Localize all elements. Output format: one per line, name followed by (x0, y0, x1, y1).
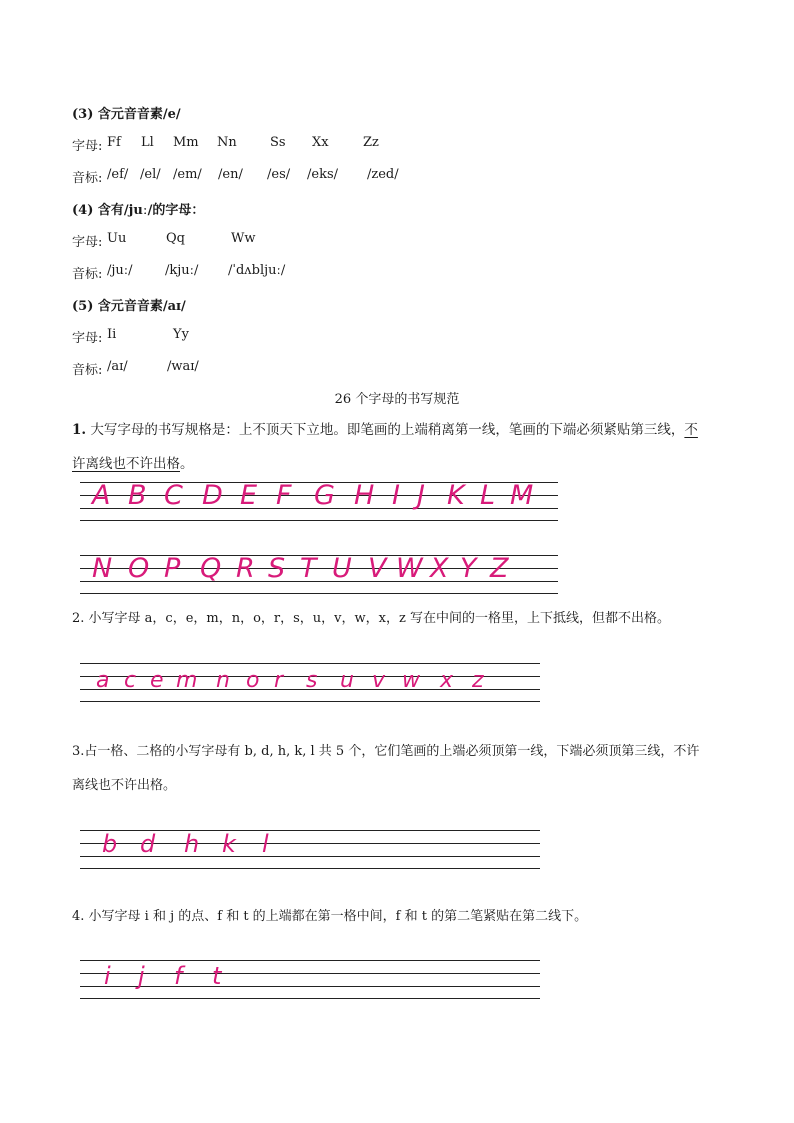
rule1-text-c: 许离线也不许出格 (72, 456, 180, 472)
handwritten-letter: Q (200, 553, 222, 584)
handwritten-letter: d (140, 830, 156, 858)
handwritten-letter: T (300, 553, 317, 584)
section-ai-letters-row (72, 327, 372, 345)
letter-pair: Ss (270, 135, 286, 150)
handwritten-letter: z (472, 668, 484, 693)
phonetic: /waɪ/ (167, 359, 199, 374)
handwritten-letter: f (174, 962, 183, 990)
letters-label: 字母: (72, 139, 103, 154)
page-title: 26 个字母的书写规范 (334, 392, 460, 407)
handwritten-letter: B (128, 480, 147, 511)
letters-label: 字母: (72, 331, 103, 346)
section-ai-phonetics-row (72, 359, 372, 377)
handwritten-letter: M (510, 480, 534, 511)
phonetic: /es/ (267, 167, 291, 182)
section-e-letters-row (72, 135, 472, 153)
phonetic: /en/ (218, 167, 243, 182)
rule1-number: 1. (72, 422, 87, 438)
letter-pair: Ff (107, 135, 121, 150)
phonetic: /kjuː/ (165, 263, 199, 278)
handwritten-letter: e (150, 668, 164, 693)
letter-pair: Ll (141, 135, 154, 150)
handwritten-letter: P (164, 553, 181, 584)
lowercase-dotted-row (104, 962, 264, 998)
handwritten-letter: A (92, 480, 111, 511)
phonetic: /aɪ/ (107, 359, 128, 374)
handwritten-letter: J (417, 480, 425, 511)
handwritten-letter: t (212, 962, 222, 990)
handwritten-letter: h (184, 830, 200, 858)
letter-pair: Zz (363, 135, 379, 150)
phonetics-label: 音标: (72, 267, 103, 282)
letter-pair: Xx (312, 135, 329, 150)
handwritten-letter: K (447, 480, 465, 511)
rule4-text: 4. 小写字母 i 和 j 的点、f 和 t 的上端都在第一格中间，f 和 t 的第二笔紧贴在第二线下。 (72, 909, 588, 924)
handwritten-letter: r (274, 668, 284, 693)
handwritten-letter: R (236, 553, 255, 584)
rule1-text-d: 。 (180, 456, 194, 472)
handwritten-letter: a (96, 668, 110, 693)
letter-pair: Ww (231, 231, 256, 246)
handwritten-letter: l (262, 830, 269, 858)
rule3-text-a: 3.占一格、二格的小写字母有 b, d, h, k, l 共 5 个，它们笔画的上端必须顶第一线，下端必须顶第三线，不许 (72, 744, 700, 759)
uppercase-row-2 (92, 553, 552, 589)
handwritten-letter: L (480, 480, 496, 511)
rule1-text (72, 413, 732, 481)
uppercase-row-1 (92, 480, 552, 516)
handwritten-letter: m (176, 668, 198, 693)
phonetic: /em/ (173, 167, 202, 182)
handwritten-letter: i (104, 962, 111, 990)
handwritten-letter: c (124, 668, 137, 693)
phonetic: /juː/ (107, 263, 133, 278)
handwritten-letter: u (340, 668, 354, 693)
section-ai-heading: (5) 含元音音素/aɪ/ (72, 299, 186, 314)
handwritten-letter: s (306, 668, 318, 693)
handwritten-letter: o (246, 668, 260, 693)
handwritten-letter: I (392, 480, 400, 511)
rule2-text: 2. 小写字母 a，c，e，m，n，o，r，s，u，v，w，x，z 写在中间的一格里，上下抵线，但都不出格。 (72, 611, 670, 626)
rule3-text-b: 离线也不许出格。 (72, 778, 177, 793)
letter-pair: Mm (173, 135, 199, 150)
handwritten-letter: C (164, 480, 183, 511)
handwritten-letter: j (138, 962, 145, 990)
phonetic: /zed/ (367, 167, 399, 182)
handwritten-letter: Y (460, 553, 477, 584)
rule1-text-b: 不 (684, 422, 698, 438)
handwritten-letter: w (402, 668, 420, 693)
handwritten-letter: X (430, 553, 449, 584)
handwritten-letter: b (102, 830, 118, 858)
section-ju-letters-row (72, 231, 372, 249)
section-e-phonetics-row (72, 167, 472, 185)
rule3-text (72, 735, 732, 803)
phonetic: /eks/ (307, 167, 339, 182)
handwritten-letter: E (240, 480, 258, 511)
handwritten-letter: n (216, 668, 230, 693)
section-ju-phonetics-row (72, 263, 372, 281)
handwritten-letter: O (128, 553, 150, 584)
handwritten-letter: N (92, 553, 113, 584)
letter-pair: Qq (166, 231, 185, 246)
lowercase-tall-row (102, 830, 302, 862)
phonetic: /el/ (140, 167, 161, 182)
phonetic: /ˈdʌbljuː/ (228, 263, 286, 278)
handwritten-letter: F (276, 480, 292, 511)
handwritten-letter: x (440, 668, 454, 693)
handwritten-letter: D (202, 480, 223, 511)
handwritten-letter: H (354, 480, 375, 511)
phonetic: /ef/ (107, 167, 129, 182)
handwritten-letter: W (396, 553, 423, 584)
handwritten-letter: U (332, 553, 352, 584)
handwritten-letter: v (372, 668, 386, 693)
section-e-heading: (3) 含元音音素/e/ (72, 107, 181, 122)
handwritten-letter: S (268, 553, 286, 584)
phonetics-label: 音标: (72, 363, 103, 378)
letters-label: 字母: (72, 235, 103, 250)
letter-pair: Yy (173, 327, 189, 342)
section-ju-heading: (4) 含有/juː/的字母： (72, 203, 205, 218)
handwritten-letter: G (314, 480, 335, 511)
rule1-text-a: 大写字母的书写规格是：上不顶天下立地。即笔画的上端稍离第一线，笔画的下端必须紧贴第三线， (86, 422, 685, 438)
letter-pair: Uu (107, 231, 127, 246)
letter-pair: Nn (217, 135, 237, 150)
handwritten-letter: V (368, 553, 387, 584)
handwritten-letter: Z (490, 553, 509, 584)
letter-pair: Ii (107, 327, 117, 342)
phonetics-label: 音标: (72, 171, 103, 186)
handwritten-letter: k (222, 830, 236, 858)
lowercase-middle-row (96, 668, 516, 698)
